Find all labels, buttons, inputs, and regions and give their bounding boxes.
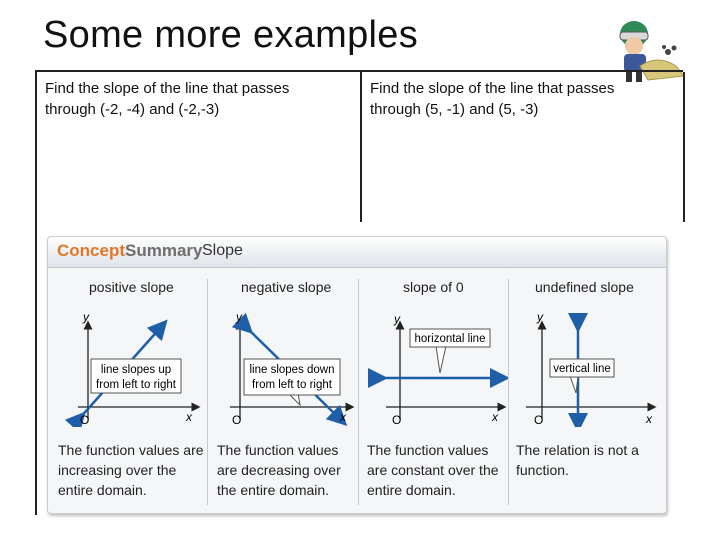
x-axis-label: x (646, 412, 652, 426)
callout-text: vertical line (553, 363, 611, 375)
example-left-line2: through (-2, -4) and (-2,-3) (45, 101, 220, 118)
desc-line: The function values (367, 442, 489, 458)
heading-undefined-slope: undefined slope (535, 279, 634, 295)
desc-undefined-slope (516, 440, 639, 480)
y-axis-label: y (537, 310, 543, 324)
origin-label: O (232, 413, 242, 427)
x-axis-label: x (186, 410, 192, 424)
desc-negative-slope (217, 440, 341, 500)
desc-line: are decreasing over (217, 462, 341, 478)
desc-line: The function values (217, 442, 339, 458)
x-axis-label: x (340, 410, 346, 424)
desc-line: entire domain. (367, 482, 456, 498)
desc-line: are constant over the (367, 462, 499, 478)
column-divider (207, 279, 208, 505)
x-axis-label: x (492, 410, 498, 424)
heading-positive-slope: positive slope (89, 279, 174, 295)
heading-negative-slope: negative slope (241, 279, 332, 295)
origin-label: O (80, 413, 90, 427)
concept-word: Concept (57, 241, 125, 260)
example-left-line1: Find the slope of the line that passes (45, 80, 290, 97)
table-left-border (35, 220, 37, 515)
y-axis-label: y (83, 310, 89, 324)
example-right-line1: Find the slope of the line that passes (370, 80, 615, 97)
desc-line: The relation is not a (516, 442, 639, 458)
slide-title: Some more examples (43, 14, 418, 56)
heading-slope-zero: slope of 0 (403, 279, 464, 295)
callout-text: line slopes up (100, 364, 172, 376)
card-topic: Slope (202, 242, 243, 259)
summary-word: Summary (125, 241, 203, 260)
card-header (48, 237, 666, 268)
concept-summary-panel (35, 220, 685, 518)
desc-slope-zero (367, 440, 499, 500)
callout-text: line slopes down (249, 364, 335, 376)
desc-line: The function values are (58, 442, 204, 458)
graph-undefined-slope (512, 307, 662, 427)
column-divider (358, 279, 359, 505)
desc-line: entire domain. (58, 482, 147, 498)
callout-text: from left to right (252, 379, 332, 391)
example-right (360, 72, 685, 222)
column-divider (508, 279, 509, 505)
origin-label: O (392, 413, 402, 427)
y-axis-label: y (236, 310, 242, 324)
origin-label: O (534, 413, 544, 427)
callout-text: from left to right (96, 379, 176, 391)
y-axis-label: y (394, 312, 400, 326)
desc-line: function. (516, 462, 569, 478)
example-right-line2: through (5, -1) and (5, -3) (370, 101, 539, 118)
desc-line: the entire domain. (217, 482, 330, 498)
graph-negative-slope (212, 307, 358, 427)
desc-line: increasing over the (58, 462, 177, 478)
concept-summary-card (47, 236, 667, 514)
graph-positive-slope (56, 307, 204, 427)
desc-positive-slope (58, 440, 204, 500)
graph-slope-zero (364, 307, 508, 427)
examples-table (35, 70, 683, 222)
concept-summary-label (57, 241, 202, 261)
example-left (35, 72, 360, 222)
callout-text: horizontal line (414, 333, 486, 345)
